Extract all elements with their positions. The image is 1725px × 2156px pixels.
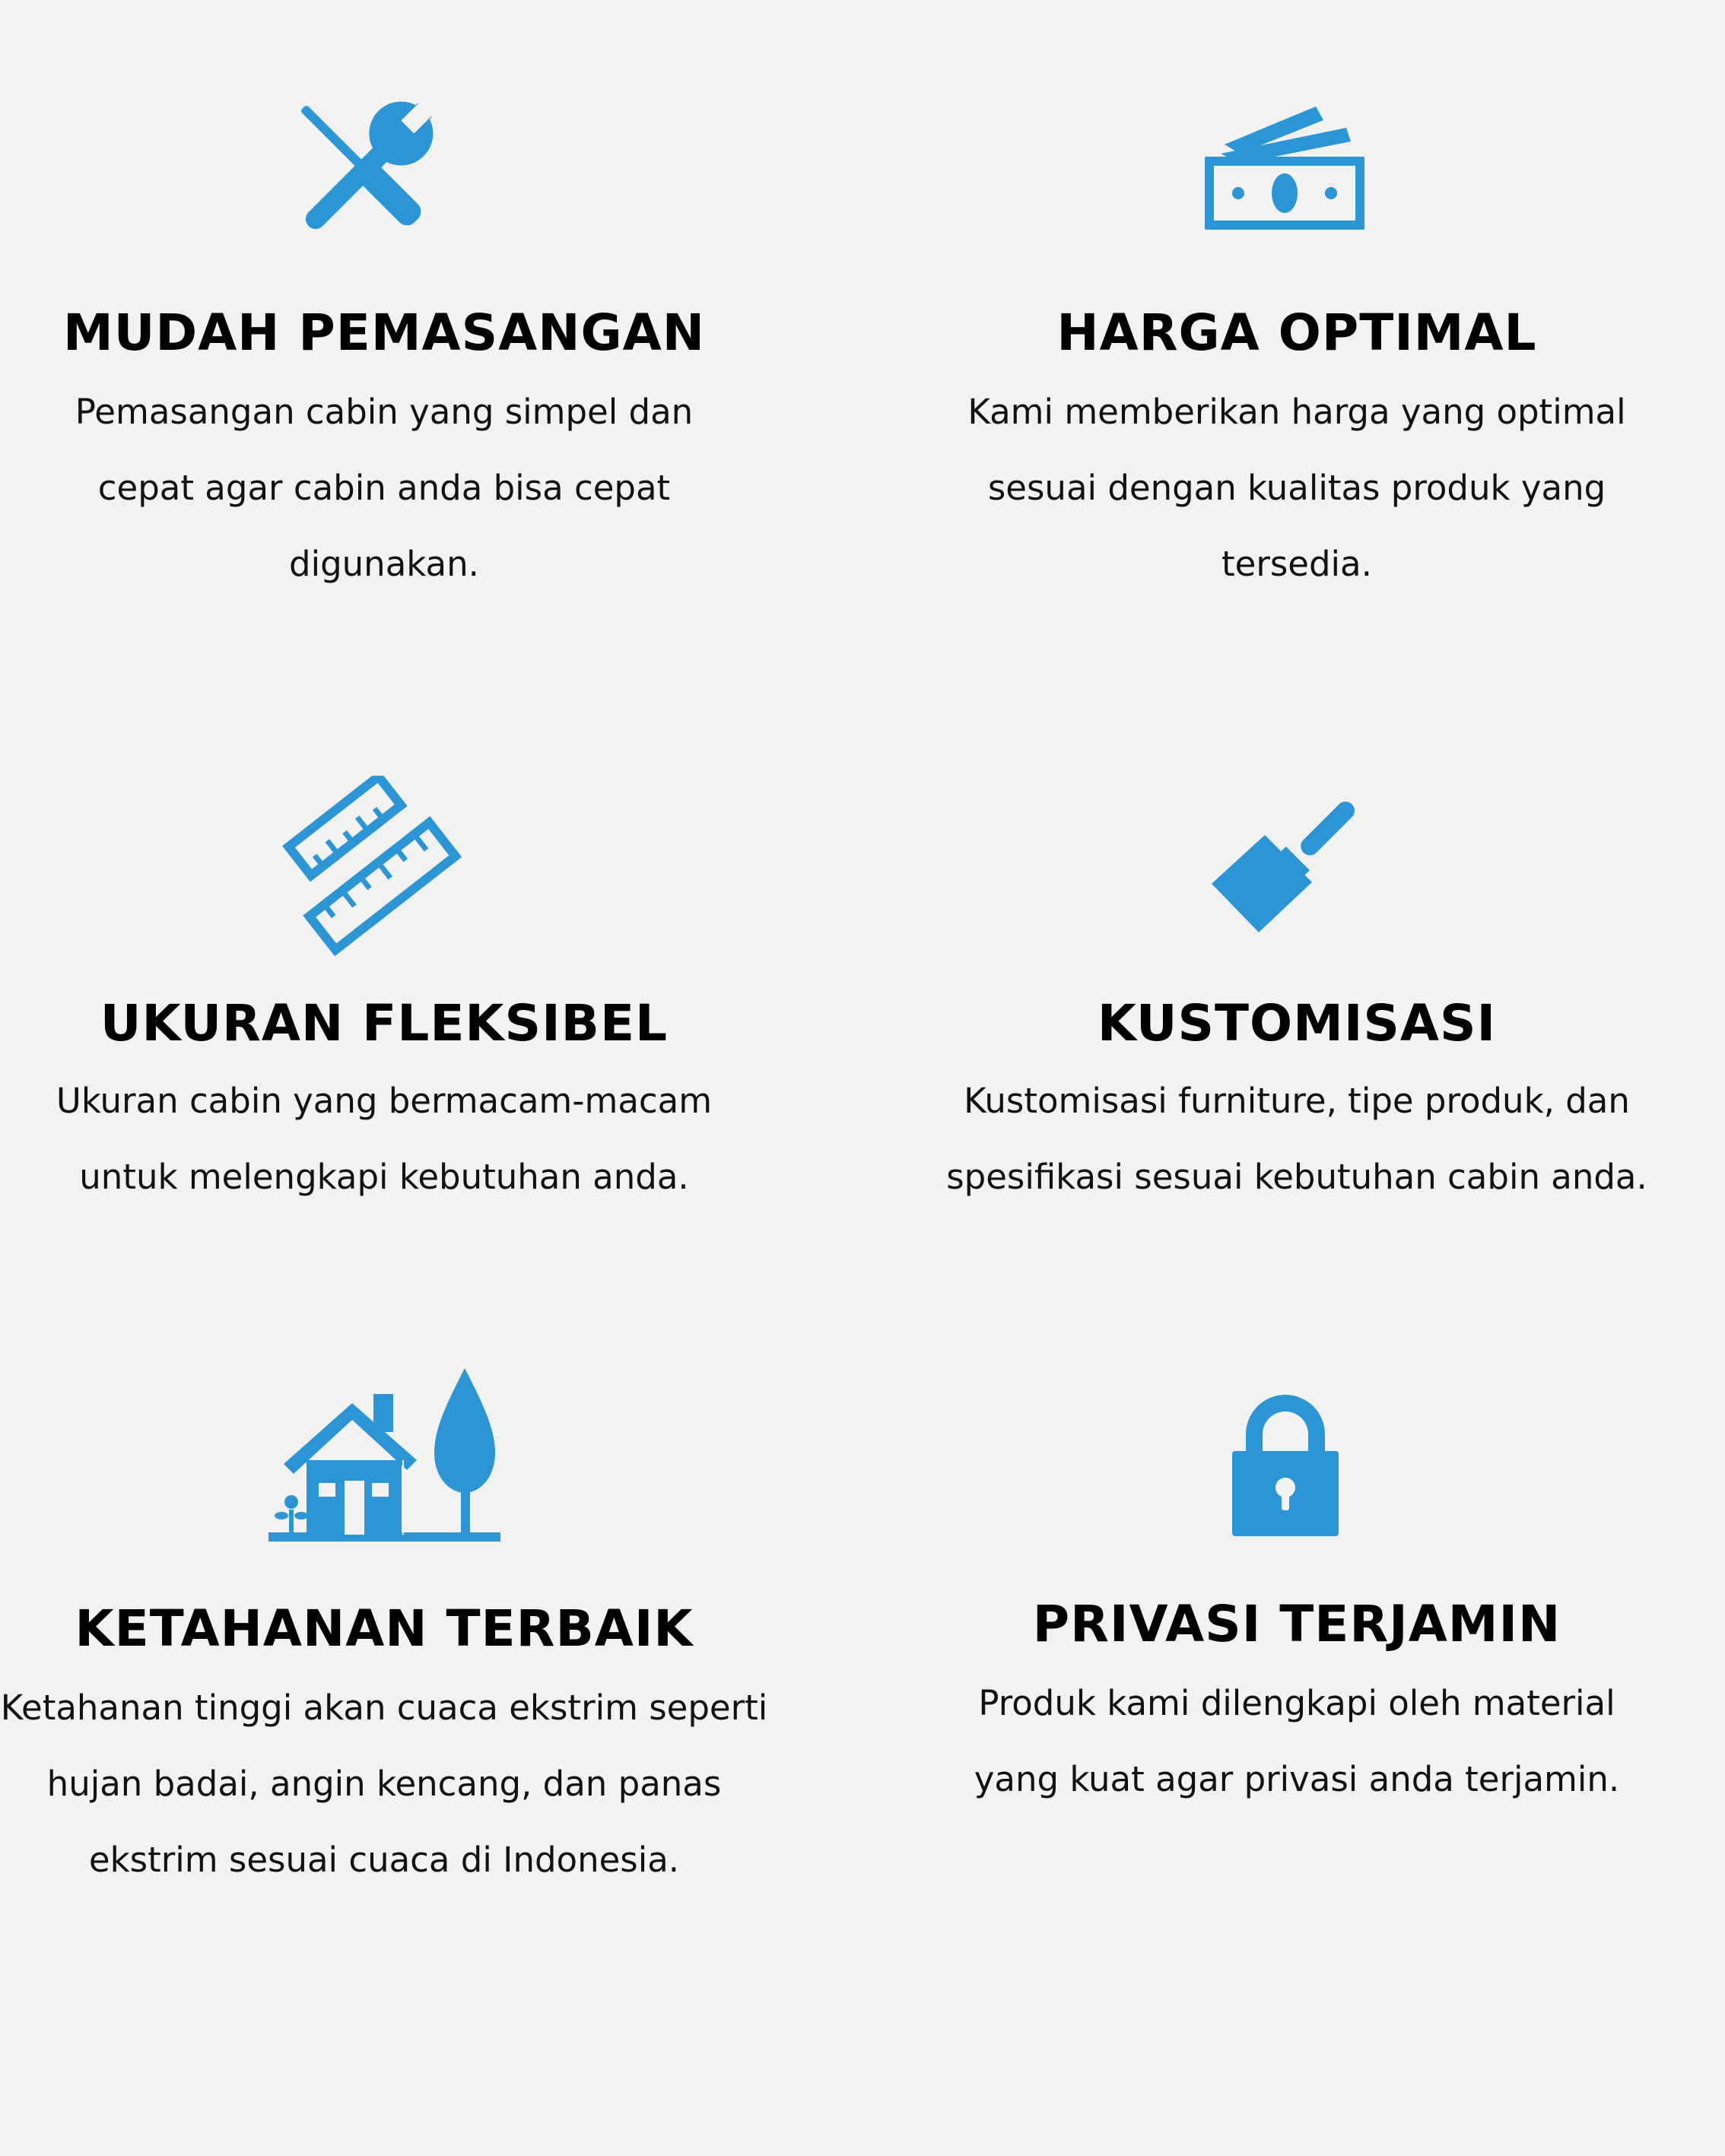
feature-title: UKURAN FLEKSIBEL — [100, 994, 669, 1053]
feature-description: Kustomisasi furniture, tipe produk, dan spesifikasi sesuai kebutuhan cabin anda. — [946, 1081, 1647, 1197]
feature-privasi-terjamin — [905, 0, 1688, 2053]
house-icon — [268, 1365, 504, 1548]
feature-title: KUSTOMISASI — [1097, 994, 1497, 1053]
feature-description: Ketahanan tinggi akan cuaca ekstrim seperti hujan badai, angin kencang, dan panas ekstrim sesuai cuaca di Indonesia. — [0, 1688, 768, 1880]
padlock-icon — [1225, 1390, 1346, 1542]
feature-title: PRIVASI TERJAMIN — [1032, 1595, 1561, 1653]
feature-description: Kami memberikan harga yang optimal sesuai dengan kualitas produk yang tersedia. — [967, 392, 1626, 584]
feature-title: MUDAH PEMASANGAN — [63, 303, 705, 362]
feature-ketahanan-terbaik — [0, 0, 768, 2053]
feature-description: Produk kami dilengkapi oleh material yang kuat agar privasi anda terjamin. — [974, 1683, 1620, 1799]
feature-description: Ukuran cabin yang bermacam-macam untuk melengkapi kebutuhan anda. — [56, 1081, 713, 1197]
feature-description: Pemasangan cabin yang simpel dan cepat agar cabin anda bisa cepat digunakan. — [75, 392, 694, 584]
feature-title: HARGA OPTIMAL — [1056, 303, 1537, 362]
feature-title: KETAHANAN TERBAIK — [75, 1599, 694, 1658]
